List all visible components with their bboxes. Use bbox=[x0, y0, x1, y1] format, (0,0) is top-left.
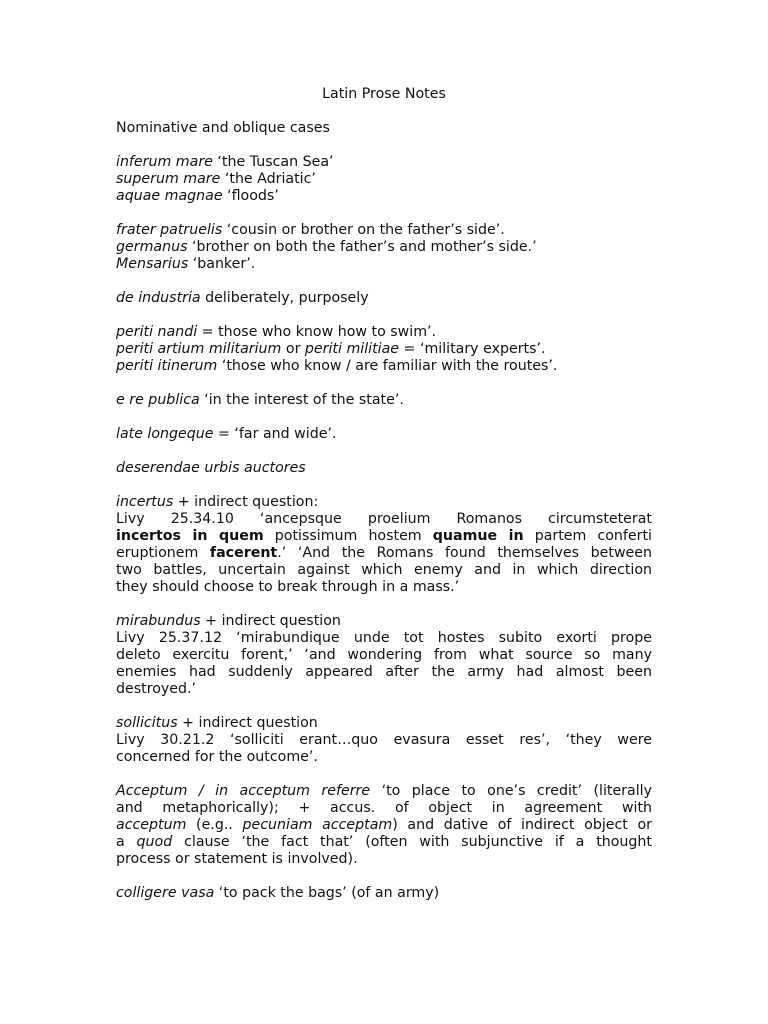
latin-term: periti itinerum bbox=[116, 358, 218, 374]
quote-line: concerned for the outcome’. bbox=[116, 749, 318, 765]
latin-term: periti nandi bbox=[116, 324, 198, 340]
latin-term: acceptum bbox=[116, 817, 187, 833]
gloss: = ‘far and wide’. bbox=[213, 426, 337, 442]
gloss: ) and dative of indirect object or bbox=[392, 817, 653, 833]
bold-latin: facerent bbox=[209, 545, 278, 561]
entry-deserendae bbox=[116, 460, 652, 477]
gloss: a bbox=[116, 834, 137, 850]
quote-line: destroyed.’ bbox=[116, 681, 197, 697]
gloss: deliberately, purposely bbox=[200, 290, 369, 306]
entry-e-re-publica bbox=[116, 392, 652, 409]
section-heading: Nominative and oblique cases bbox=[116, 120, 330, 136]
latin-term: mirabundus bbox=[116, 613, 201, 629]
entry-line bbox=[116, 460, 652, 477]
latin-term: aquae magnae bbox=[116, 188, 223, 204]
latin-term: e re publica bbox=[116, 392, 200, 408]
entry-line bbox=[116, 885, 652, 902]
quote-line: two battles, uncertain against which enemy and in which direction bbox=[116, 562, 652, 578]
bold-latin: quamue in bbox=[432, 528, 524, 544]
gloss: + indirect question: bbox=[173, 494, 319, 510]
entry-group-seas bbox=[116, 154, 652, 205]
entry-line bbox=[116, 171, 652, 188]
gloss: ‘banker’. bbox=[188, 256, 256, 272]
entry-line bbox=[116, 222, 652, 239]
gloss: ‘the Tuscan Sea’ bbox=[212, 154, 334, 170]
quote-text: partem conferti bbox=[523, 528, 652, 544]
entry-group-periti bbox=[116, 324, 652, 375]
gloss: ‘the Adriatic’ bbox=[220, 171, 316, 187]
entry-line bbox=[116, 290, 652, 307]
entry-line bbox=[116, 613, 652, 630]
entry-line bbox=[116, 834, 652, 851]
gloss: = ‘military experts’. bbox=[399, 341, 546, 357]
gloss: ‘brother on both the father’s and mother’s side.’ bbox=[187, 239, 537, 255]
entry-line bbox=[116, 341, 652, 358]
entry-line bbox=[116, 358, 652, 375]
gloss: + indirect question bbox=[177, 715, 318, 731]
gloss: ‘to place to one’s credit’ (literally bbox=[370, 783, 652, 799]
gloss: (e.g.. bbox=[186, 817, 243, 833]
gloss: ‘floods’ bbox=[222, 188, 279, 204]
entry-line bbox=[116, 188, 652, 205]
latin-term: inferum mare bbox=[116, 154, 213, 170]
latin-term: Acceptum / in acceptum referre bbox=[116, 783, 371, 799]
entry-group-family bbox=[116, 222, 652, 273]
entry-line bbox=[116, 426, 652, 443]
quote-line: they should choose to break through in a mass.’ bbox=[116, 579, 460, 595]
gloss: clause ‘the fact that’ (often with subjunctive if a thought bbox=[172, 834, 652, 850]
latin-term: germanus bbox=[116, 239, 188, 255]
quote-line: deleto exercitu forent,’ ‘and wondering from what source so many bbox=[116, 647, 652, 663]
latin-term: pecuniam acceptam bbox=[242, 817, 393, 833]
latin-term: frater patruelis bbox=[116, 222, 223, 238]
entry-line bbox=[116, 154, 652, 171]
quote-line: enemies had suddenly appeared after the army had almost been bbox=[116, 664, 652, 680]
latin-term: superum mare bbox=[116, 171, 221, 187]
entry-line bbox=[116, 783, 652, 800]
bold-latin: incertos in quem bbox=[116, 528, 264, 544]
entry-line bbox=[116, 715, 652, 732]
page-title: Latin Prose Notes bbox=[322, 86, 446, 102]
gloss: + indirect question bbox=[200, 613, 341, 629]
quote-line bbox=[116, 528, 652, 545]
gloss: ‘cousin or brother on the father’s side’. bbox=[222, 222, 505, 238]
gloss: ‘in the interest of the state’. bbox=[199, 392, 404, 408]
latin-term: periti militiae bbox=[304, 341, 400, 357]
quote-line bbox=[116, 545, 652, 562]
entry-sollicitus bbox=[116, 715, 652, 766]
gloss: ‘those who know / are familiar with the routes’. bbox=[217, 358, 558, 374]
connector-text: or bbox=[281, 341, 305, 357]
latin-term: de industria bbox=[116, 290, 201, 306]
quote-text: .’ ‘And the Romans found themselves between bbox=[277, 545, 652, 561]
gloss: = those who know how to swim’. bbox=[197, 324, 437, 340]
entry-line bbox=[116, 817, 652, 834]
quote-line: Livy 25.34.10 ‘ancepsque proelium Romanos circumsteterat bbox=[116, 511, 652, 527]
quote-text: potissimum hostem bbox=[263, 528, 433, 544]
entry-line bbox=[116, 494, 652, 511]
entry-line bbox=[116, 392, 652, 409]
quote-text: eruptionem bbox=[116, 545, 210, 561]
entry-colligere-vasa bbox=[116, 885, 652, 902]
entry-de-industria bbox=[116, 290, 652, 307]
latin-term: sollicitus bbox=[116, 715, 178, 731]
entry-line bbox=[116, 256, 652, 273]
entry-mirabundus bbox=[116, 613, 652, 698]
latin-term: colligere vasa bbox=[116, 885, 215, 901]
latin-term: periti artium militarium bbox=[116, 341, 282, 357]
gloss: ‘to pack the bags’ (of an army) bbox=[214, 885, 440, 901]
latin-term: deserendae urbis auctores bbox=[116, 460, 306, 476]
latin-term: incertus bbox=[116, 494, 174, 510]
entry-line bbox=[116, 239, 652, 256]
latin-term: late longeque bbox=[116, 426, 214, 442]
entry-line: and metaphorically); + accus. of object in agreement with bbox=[116, 800, 652, 816]
entry-line: process or statement is involved). bbox=[116, 851, 358, 867]
entry-incertus bbox=[116, 494, 652, 596]
latin-term: quod bbox=[136, 834, 173, 850]
entry-late-longeque bbox=[116, 426, 652, 443]
entry-line bbox=[116, 324, 652, 341]
entry-acceptum bbox=[116, 783, 652, 868]
quote-line: Livy 30.21.2 ‘solliciti erant…quo evasura esset res’, ‘they were bbox=[116, 732, 652, 748]
latin-term: Mensarius bbox=[116, 256, 189, 272]
quote-line: Livy 25.37.12 ‘mirabundique unde tot hostes subito exorti prope bbox=[116, 630, 652, 646]
